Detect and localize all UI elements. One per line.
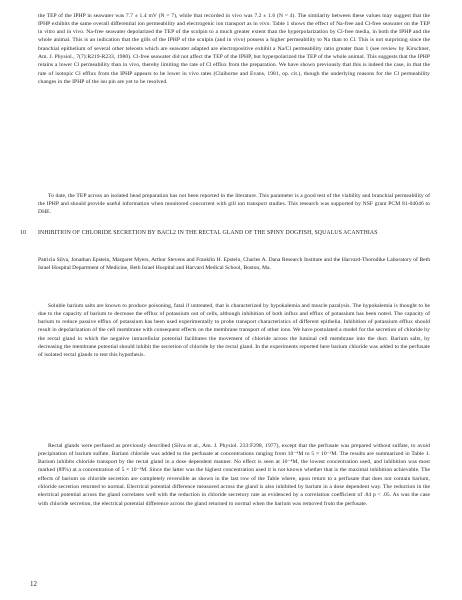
- body-paragraph-2: To date, the TEP across an isolated head preparation has not been reported in the literature. This parameter is a good test of the viability and branchial permeability of the IPHP and should provide useful information when monitored concurrent with gill ion transport studies. This research was supported by NSF grant PCM 81-04046 to DHE.: [38, 192, 430, 216]
- abstract-authors: Patricia Silva, Jonathan Epstein, Margaret Myers, Arthur Stevens and Franklin H. Epstein, Charles A. Dana Research Institute and the Harvard-Thorndike Laboratory of Beth Israel Hospital Department of Medicine, Beth Israel Hospital and Harvard Medical School, Boston, Ma.: [38, 257, 430, 272]
- body-paragraph-1: the TEP of the IPHP in seawater was 7.7 ± 1.4 mV (N = 7), while that recorded in vivo was 7.2 ± 1.6 (N = 4). The similarity between these values may suggest that the IPHP exhibits the same overall differential ion permeability and electrogenic ion transport as in vivo. Table 1 shows the effect of Na-free and Cl-free seawater on the TEP in vitro and in vivo. Na-free seawater depolarized the TEP of the sculpin to a much greater extent than the hyperpolarization by Cl-free media, in both the IPHP and the whole animal. This is an indication that the gills of the IPHP of the sculpin (and in vivo) possess a higher permeability to Na than to Cl. This is not surprising since the branchial epithelium of several other teleosts which are seawater adapted are electropositive exhibit a Na/Cl permeability ratio greater than 1 (see review by Kirschner, Am. J. Physiol., 7(7):R219-R233, 1980). Cl-free seawater did not affect the TEP of the IPHP, but hyperpolarized the TEP of the whole animal. This suggests that the IPHP retains a lower Cl permeability than in vivo, thereby limiting the rate of Cl efflux from the preparation. We have shown previously that this is indeed the case, in that the rate of isotopic Cl efflux from the IPHP appears to be lower in vivo rates (Claiborne and Evans, 1981, op. cit.), though the underlying reasons for the Cl permeability changes in the IPHP of the isu pin are yet to be resolved.: [38, 12, 430, 85]
- body-paragraph-4: Rectal glands were perfused as previously described (Silva et al., Am. J. Physiol. 233:F298, 1977), except that the perfusate was prepared without sulfate, to avoid precipitation of barium sulfate. Barium chloride was added to the perfusate at concentrations ranging from 10⁻⁴M to 5 × 10⁻³M. The results are summarized in Table 1. Barium inhibits chloride transport by the rectal gland in a dose dependent manner. No effect is seen at 10⁻⁴M, the lowest concentration used, and inhibition was most marked (89%) at a concentration of 5 × 10⁻³M. Since the latter was the highest concentration used it is not known whether that is the maximal inhibition achievable. The effects of barium on chloride secretion are completely reversible as shown in the last row of the Table where, upon return to a perfusate that does not contain barium, chloride secretion returned to normal. Electrical potential difference measured across the gland is also inhibited by barium in a dose dependent way. The reduction in the electrical potential across the gland correlates well with the reduction in chloride secretory rate as evidenced by a correlation coefficient of .84 p < .05. As was the case with chloride secretion, the electrical potential difference across the gland returned to normal when the barium was removed from the perfusate.: [38, 442, 430, 507]
- body-paragraph-3: Soluble barium salts are known to produce poisoning, fatal if untreated, that is characterized by hypokalemia and muscle paralysis. The hypokalemia is thought to be due to the capacity of barium to decrease the efflux of potassium out of cells, although inhibition of both influx and efflux of potassium has been noted. The capacity of barium to reduce passive efflux of potassium has been used experimentally to probe transport characteristics of different epithelia. Inhibition of potassium efflux should result in depolarization of the cell membrane with consequent effects on the membrane transport of other ions. We have postulated a model for the secretion of chloride by the rectal gland in which the negative intracellular potential facilitates the movement of chloride across the luminal cell membrane into the duct. Barium salts, by decreasing the membrane potential should inhibit the secretion of chloride by the rectal gland. In the experiments reported here barium chloride was added to the perfusate of isolated rectal glands to test this hypothesis.: [38, 302, 430, 359]
- page-number: 12: [30, 580, 37, 588]
- abstract-number: 10: [20, 230, 26, 236]
- abstract-title: INHIBITION OF CHLORIDE SECRETION BY BACL2 IN THE RECTAL GLAND OF THE SPINY DOGFISH, SQUALUS ACANTHIAS: [38, 230, 378, 236]
